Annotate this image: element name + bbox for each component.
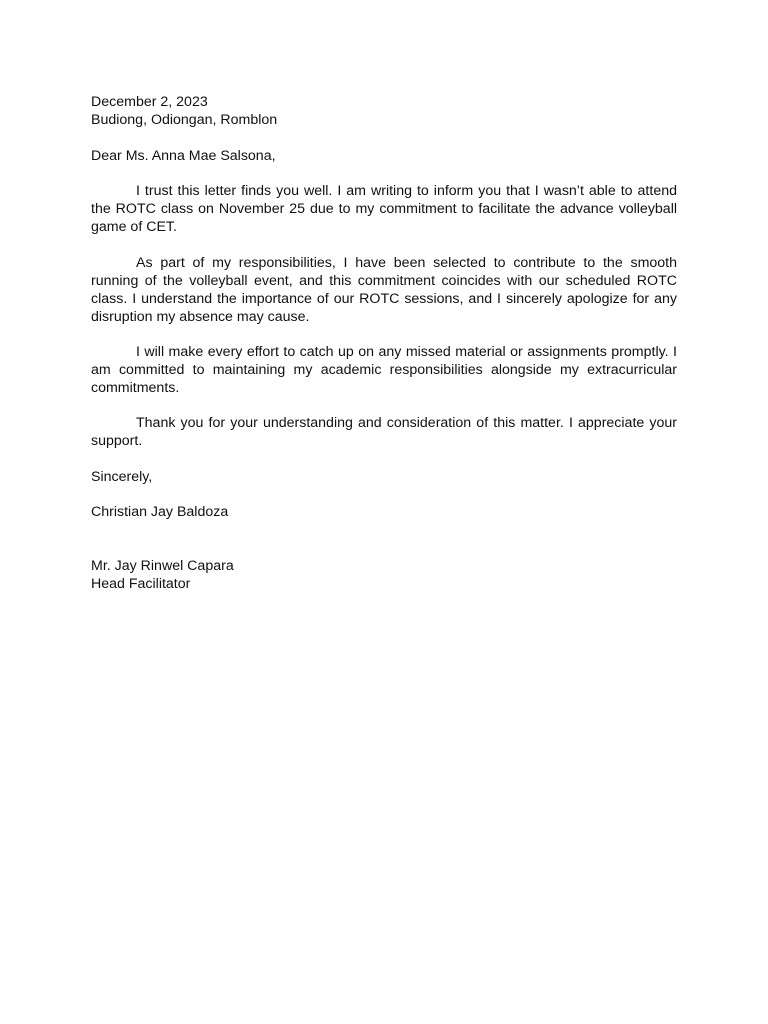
body-paragraph-2: As part of my responsibilities, I have been selected to contribute to the smooth running of the volleyball event, and this commitment coincides with our scheduled ROTC class. I understand the importance of our ROTC sessions, and I sincerely apologize for any disruption my absence may cause. <box>91 255 677 325</box>
body-paragraph-1: I trust this letter finds you well. I am writing to inform you that I wasn’t able to attend the ROTC class on November 25 due to my commitment to facilitate the advance volleyball game of CET. <box>91 183 677 235</box>
letter-address: Budiong, Odiongan, Romblon <box>91 112 278 128</box>
noted-by-name: Mr. Jay Rinwel Capara <box>91 558 234 574</box>
sender-name: Christian Jay Baldoza <box>91 504 229 520</box>
salutation: Dear Ms. Anna Mae Salsona, <box>91 148 276 164</box>
letter-date: December 2, 2023 <box>91 94 208 110</box>
body-paragraph-4: Thank you for your understanding and consideration of this matter. I appreciate your support. <box>91 415 677 449</box>
noted-by-title: Head Facilitator <box>91 576 191 592</box>
body-paragraph-3: I will make every effort to catch up on any missed material or assignments promptly. I am committed to maintaining my academic responsibilities alongside my extracurricular commitments. <box>91 344 677 396</box>
closing: Sincerely, <box>91 469 153 485</box>
